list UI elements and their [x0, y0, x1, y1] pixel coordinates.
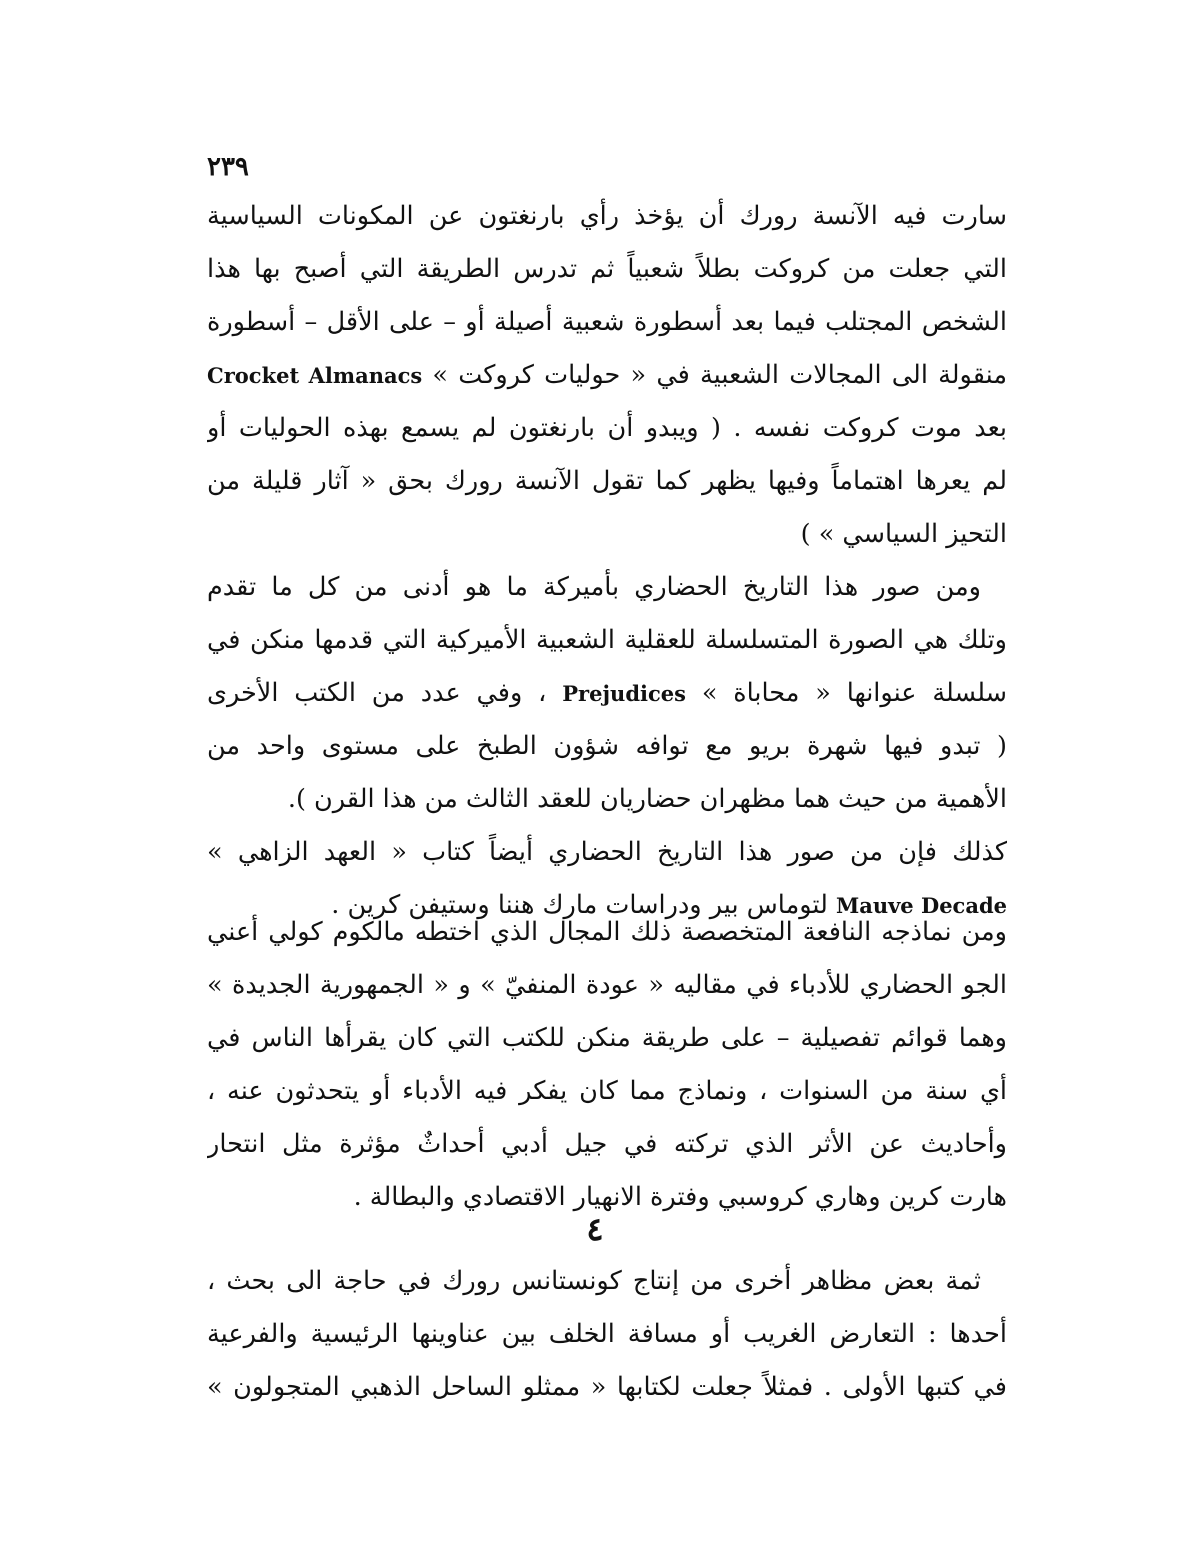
text-line: التي جعلت من كروكت بطلاً شعبياً ثم تدرس الطريقة التي أصبح بها هذا — [207, 254, 1007, 284]
text-line: الشخص المجتلب فيما بعد أسطورة شعبية أصيلة أو – على الأقل – أسطورة — [207, 307, 1007, 337]
text-line: ( تبدو فيها شهرة بريو مع توافه شؤون الطبخ على مستوى واحد من — [207, 731, 1007, 761]
text-line: ثمة بعض مظاهر أخرى من إنتاج كونستانس رورك في حاجة الى بحث ، — [207, 1266, 981, 1296]
paragraph-cultural-history — [207, 561, 1007, 932]
text-line: ومن صور هذا التاريخ الحضاري بأميركة ما هو أدنى من كل ما تقدم — [207, 572, 981, 602]
text-line: وتلك هي الصورة المتسلسلة للعقلية الشعبية الأميركية التي قدمها منكن في — [207, 625, 1007, 655]
text-line: أحدها : التعارض الغريب أو مسافة الخلف بين عناوينها الرئيسية والفرعية — [207, 1319, 1007, 1349]
text-line: الأهمية من حيث هما مظهران حضاريان للعقد الثالث من هذا القرن ). — [287, 784, 1007, 814]
almanacs-arabic: منقولة الى المجالات الشعبية في « حوليات كروكت » — [432, 360, 1007, 390]
text-line: ومن نماذجه النافعة المتخصصة ذلك المجال الذي اختطه مالكوم كولي أعني — [207, 917, 1007, 947]
text-line: في كتبها الأولى . فمثلاً جعلت لكتابها « ممثلو الساحل الذهبي المتجولون » — [207, 1372, 1007, 1402]
text-line: الجو الحضاري للأدباء في مقاليه « عودة المنفيّ » و « الجمهورية الجديدة » — [207, 970, 1007, 1000]
almanacs-latin: Crocket Almanacs — [207, 363, 423, 388]
text-line: سارت فيه الآنسة رورك أن يؤخذ رأي بارنغتون عن المكونات السياسية — [207, 201, 1007, 231]
section-number: ٤ — [586, 1210, 604, 1248]
paragraph-models — [207, 906, 1007, 1224]
page-number: ٢٣٩ — [207, 152, 249, 182]
text-line: لم يعرها اهتماماً وفيها يظهر كما تقول الآنسة رورك بحق « آثار قليلة من — [207, 466, 1007, 496]
text-line: أي سنة من السنوات ، ونماذج مما كان يفكر فيه الأدباء أو يتحدثون عنه ، — [207, 1076, 1007, 1106]
text-line: هارت كرين وهاري كروسبي وفترة الانهيار الاقتصادي والبطالة . — [353, 1182, 1007, 1212]
text-line: وأحاديث عن الأثر الذي تركته في جيل أدبي أحداثٌ مؤثرة مثل انتحار — [207, 1129, 1007, 1159]
text-line-prejudices — [207, 667, 1007, 720]
text-line: بعد موت كروكت نفسه . ( ويبدو أن بارنغتون لم يسمع بهذه الحوليات أو — [207, 413, 1007, 443]
prejudices-arabic-after: ، وفي عدد من الكتب الأخرى — [207, 678, 547, 708]
text-line: كذلك فإن من صور هذا التاريخ الحضاري أيضاً كتاب « العهد الزاهي » — [207, 837, 1007, 867]
paragraph-section-4 — [207, 1255, 1007, 1414]
mauve-decade-arabic: لتوماس بير ودراسات مارك هننا وستيفن كرين . — [331, 890, 828, 920]
mauve-decade-latin: Mauve Decade — [835, 893, 1007, 918]
text-line: التحيز السياسي » ) — [800, 519, 1007, 549]
text-line: وهما قوائم تفصيلية – على طريقة منكن للكتب التي كان يقرأها الناس في — [207, 1023, 1007, 1053]
text-line-almanacs — [207, 349, 1007, 402]
paragraph-continued — [207, 190, 1007, 561]
prejudices-arabic-before: سلسلة عنوانها « محاباة » — [701, 678, 1007, 708]
prejudices-latin: Prejudices — [562, 681, 686, 706]
